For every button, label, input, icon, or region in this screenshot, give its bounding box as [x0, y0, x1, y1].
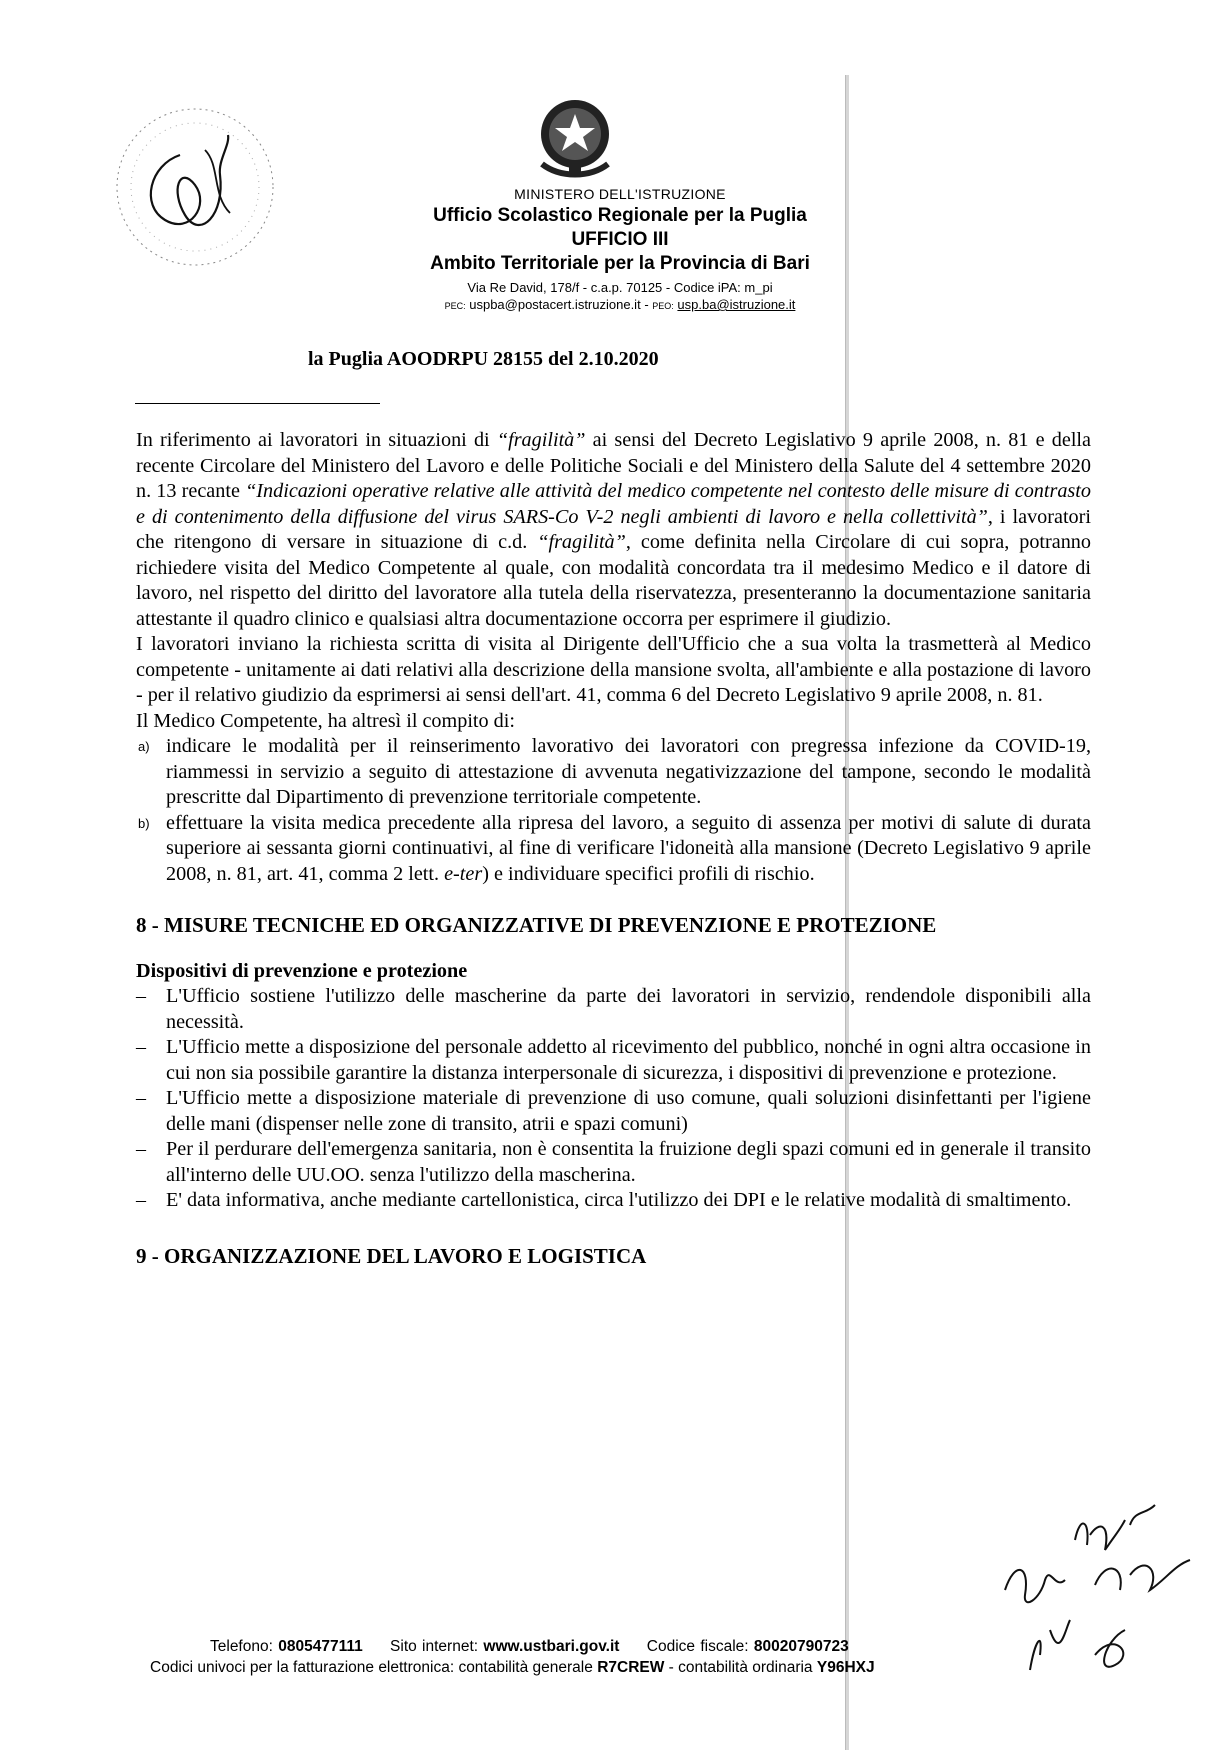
list-item-text: L'Ufficio sostiene l'utilizzo delle mascherine da parte dei lavoratori in servizio, rendendole disponibili alla necessità.: [166, 985, 1091, 1033]
signature-seal: [110, 95, 280, 280]
list-item: [136, 734, 1091, 811]
list-item-text-italic: e-ter: [444, 862, 483, 885]
text-run-italic: “fragilità”: [537, 531, 626, 553]
footer-contacts: [150, 1636, 1020, 1657]
billing-separator: - contabilità ordinaria: [668, 1659, 813, 1676]
dash-marker: –: [136, 985, 146, 1007]
website-link[interactable]: www.ustbari.gov.it: [483, 1638, 620, 1655]
phone-number: 0805477111: [278, 1638, 363, 1655]
list-item: [136, 1086, 1091, 1137]
page-footer: [150, 1636, 1020, 1678]
text-run: ai sensi del Decreto Legislativo 9 aprile 2008, n. 81 e della recente Circolare del Ministero del Lavoro e delle Politiche Sociali e del Ministero della Salute del 4 settembre 2020 n. 13 recante: [136, 429, 1092, 502]
billing-ordinary-code: Y96HXJ: [816, 1659, 875, 1676]
office-emails: [280, 296, 960, 315]
office-address: Via Re David, 178/f - c.a.p. 70125 - Codice iPA: m_pi: [467, 280, 773, 295]
tax-code: 80020790723: [753, 1638, 849, 1655]
protocol-rule: [135, 403, 380, 404]
text-run-italic: “Indicazioni operative relative alle attività del medico competente nel contesto delle misure di contrasto e di contenimento della diffusione del virus SARS-Co V-2 negli ambienti di lavoro e nella collettività”: [136, 480, 1091, 528]
office-number: UFFICIO III: [571, 229, 669, 250]
list-marker: a): [138, 739, 150, 754]
list-item: [136, 1137, 1091, 1188]
republic-emblem: [530, 92, 620, 180]
text-run: , i lavoratori che ritengono di versare in situazione di c.d.: [136, 505, 1091, 553]
list-item-text: L'Ufficio mette a disposizione materiale di prevenzione di uso comune, quali soluzioni disinfettanti per l'igiene delle mani (dispenser nelle zone di transito, atrii e spazi comuni): [166, 1087, 1091, 1135]
dash-marker: –: [136, 1189, 146, 1211]
website-label: Sito internet:: [390, 1638, 479, 1655]
list-item: [136, 1188, 1091, 1214]
paragraph-medical-duties: Il Medico Competente, ha altresì il compito di:: [136, 709, 515, 732]
handwritten-initials: [995, 1480, 1225, 1680]
protocol-number: la Puglia AOODRPU 28155 del 2.10.2020: [308, 348, 659, 370]
text-run-italic: “fragilità”: [496, 429, 586, 451]
letterhead: [280, 186, 960, 315]
list-marker: b): [138, 815, 150, 831]
dash-marker: –: [136, 1036, 146, 1058]
billing-general-code: R7CREW: [597, 1659, 665, 1676]
paragraph-request: I lavoratori inviano la richiesta scritta di visita al Dirigente dell'Ufficio che a sua volta la trasmetterà al Medico competente - unitamente ai dati relativi alla descrizione della mansione svolta, all'ambiente e alla postazione di lavoro - per il relativo giudizio da esprimersi ai sensi dell'art. 41, comma 6 del Decreto Legislativo 9 aprile 2008, n. 81.: [136, 633, 1091, 706]
section-8-subtitle: Dispositivi di prevenzione e protezione: [136, 959, 468, 982]
dash-marker: –: [136, 1138, 146, 1160]
regional-office-name: Ufficio Scolastico Regionale per la Puglia: [433, 205, 807, 226]
document-body: [136, 428, 1091, 1269]
footer-billing: [150, 1657, 1020, 1678]
pec-label: PEC:: [444, 301, 466, 311]
list-item-text: E' data informativa, anche mediante cartellonistica, circa l'utilizzo dei DPI e le relative modalità di smaltimento.: [166, 1189, 1072, 1211]
paragraph-fragility: [136, 428, 1091, 632]
peo-label: PEO:: [652, 301, 674, 311]
pec-address: uspba@postacert.istruzione.it: [469, 297, 641, 312]
duties-list: [136, 734, 1091, 887]
tax-code-label: Codice fiscale:: [646, 1638, 749, 1655]
section-8-title: 8 - MISURE TECNICHE ED ORGANIZZATIVE DI PREVENZIONE E PROTEZIONE: [136, 913, 937, 937]
peo-address[interactable]: usp.ba@istruzione.it: [677, 297, 796, 312]
list-item: [136, 811, 1091, 888]
list-item-text: effettuare la visita medica precedente alla ripresa del lavoro, a seguito di assenza per motivi di salute di durata superiore ai sessanta giorni continuativi, al fine di verificare l'idoneità alla mansione (Decreto Legislativo 9 aprile 2008, n. 81, art. 41, comma 2 lett.: [166, 811, 1091, 885]
section-9-title: 9 - ORGANIZZAZIONE DEL LAVORO E LOGISTICA: [136, 1243, 647, 1268]
list-item: [136, 984, 1091, 1035]
list-item: [136, 1035, 1091, 1086]
dash-marker: –: [136, 1087, 146, 1109]
protection-measures-list: [136, 984, 1091, 1214]
list-item-text: Per il perdurare dell'emergenza sanitaria, non è consentita la fruizione degli spazi comuni ed in generale il transito all'interno delle UU.OO. senza l'utilizzo della mascherina.: [166, 1138, 1091, 1186]
list-item-text: indicare le modalità per il reinserimento lavorativo dei lavoratori con pregressa infezione da COVID-19, riammessi in servizio a seguito di attestazione di avvenuta negativizzazione del tampone, secondo le modalità prescritte dal Dipartimento di prevenzione territoriale competente.: [166, 735, 1091, 808]
billing-text: Codici univoci per la fatturazione elettronica: contabilità generale: [150, 1659, 593, 1676]
text-run: In riferimento ai lavoratori in situazioni di: [136, 429, 497, 451]
mail-separator: -: [644, 297, 649, 312]
list-item-text: L'Ufficio mette a disposizione del personale addetto al ricevimento del pubblico, nonché in ogni altra occasione in cui non sia possibile garantire la distanza interpersonale di sicurezza, i dispositivi di prevenzione e protezione.: [166, 1036, 1091, 1084]
ministry-name: MINISTERO DELL'ISTRUZIONE: [514, 186, 726, 202]
phone-label: Telefono:: [210, 1638, 273, 1655]
text-run: , come definita nella Circolare di cui sopra, potranno richiedere visita del Medico Competente al quale, con modalità concordata tra il medesimo Medico e il datore di lavoro, nel rispetto del diritto del lavoratore alla tutela della riservatezza, presenteranno la documentazione sanitaria attestante il quadro clinico e qualsiasi altra documentazione occorra per esprimere il giudizio.: [136, 531, 1091, 630]
list-item-text: ) e individuare specifici profili di rischio.: [482, 862, 815, 885]
territorial-office-name: Ambito Territoriale per la Provincia di Bari: [430, 253, 810, 274]
